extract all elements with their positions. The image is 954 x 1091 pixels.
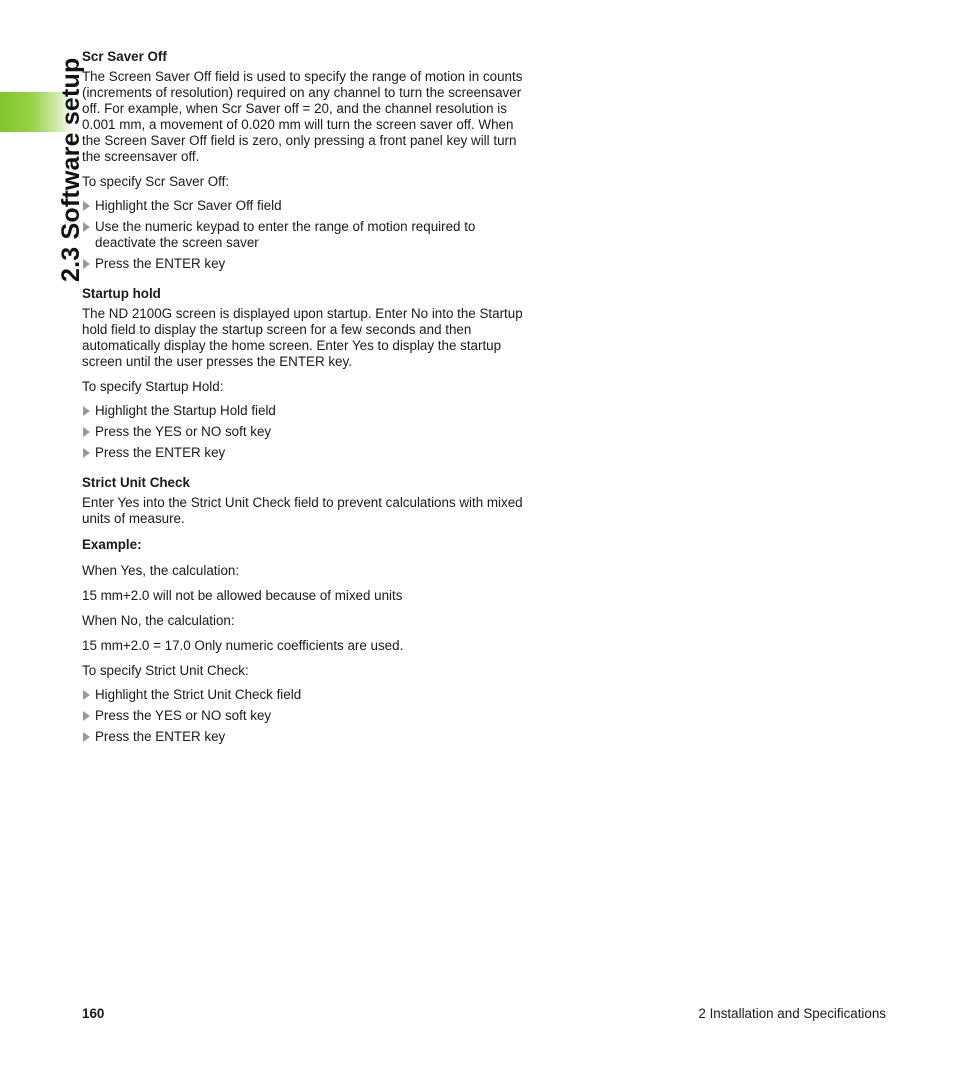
list-item: Use the numeric keypad to enter the range of motion required to deactivate the screen saver: [82, 219, 527, 251]
paragraph: Enter Yes into the Strict Unit Check field to prevent calculations with mixed units of measure.: [82, 495, 523, 526]
instruction-intro: To specify Strict Unit Check:: [82, 663, 249, 678]
section-heading: Strict Unit Check: [82, 475, 190, 490]
arrow-bullet-icon: [83, 690, 90, 700]
example-line: 15 mm+2.0 = 17.0 Only numeric coefficients are used.: [82, 638, 404, 653]
list-item: Press the YES or NO soft key: [82, 708, 527, 724]
step-list: [82, 403, 527, 461]
list-item: Highlight the Scr Saver Off field: [82, 198, 527, 214]
arrow-bullet-icon: [83, 732, 90, 742]
paragraph: The Screen Saver Off field is used to specify the range of motion in counts (increments of resolution) required on any channel to turn the screensaver off. For example, when Scr Saver off = 20, and the channel resolution is 0.001 mm, a movement of 0.020 mm will turn the screen saver off. When the Screen Saver Off field is zero, only pressing a front panel key will turn the screensaver off.: [82, 69, 523, 164]
arrow-bullet-icon: [83, 711, 90, 721]
section-heading: Startup hold: [82, 286, 161, 301]
list-item: Press the ENTER key: [82, 729, 527, 745]
example-line: When No, the calculation:: [82, 613, 235, 628]
list-item: Press the ENTER key: [82, 445, 527, 461]
section-side-title: 2.3 Software setup: [57, 57, 85, 282]
step-list: [82, 198, 527, 272]
example-line: 15 mm+2.0 will not be allowed because of mixed units: [82, 588, 403, 603]
arrow-bullet-icon: [83, 448, 90, 458]
arrow-bullet-icon: [83, 222, 90, 232]
chapter-title: 2 Installation and Specifications: [698, 1006, 886, 1021]
scr-saver-section: [82, 48, 527, 272]
page-number: 160: [82, 1006, 105, 1021]
example-heading: Example:: [82, 537, 142, 552]
list-item: Press the ENTER key: [82, 256, 527, 272]
instruction-intro: To specify Scr Saver Off:: [82, 174, 230, 189]
startup-hold-section: [82, 285, 527, 461]
list-item: Highlight the Strict Unit Check field: [82, 687, 527, 703]
arrow-bullet-icon: [83, 201, 90, 211]
page-content: [82, 48, 527, 745]
example-line: When Yes, the calculation:: [82, 563, 240, 578]
section-heading: Scr Saver Off: [82, 49, 167, 64]
strict-unit-check-section: [82, 474, 527, 745]
step-list: [82, 687, 527, 745]
arrow-bullet-icon: [83, 259, 90, 269]
paragraph: The ND 2100G screen is displayed upon startup. Enter No into the Startup hold field to display the startup screen for a few seconds and then automatically display the home screen. Enter Yes to display the startup screen until the user presses the ENTER key.: [82, 306, 523, 369]
list-item: Press the YES or NO soft key: [82, 424, 527, 440]
arrow-bullet-icon: [83, 427, 90, 437]
instruction-intro: To specify Startup Hold:: [82, 379, 224, 394]
arrow-bullet-icon: [83, 406, 90, 416]
list-item: Highlight the Startup Hold field: [82, 403, 527, 419]
